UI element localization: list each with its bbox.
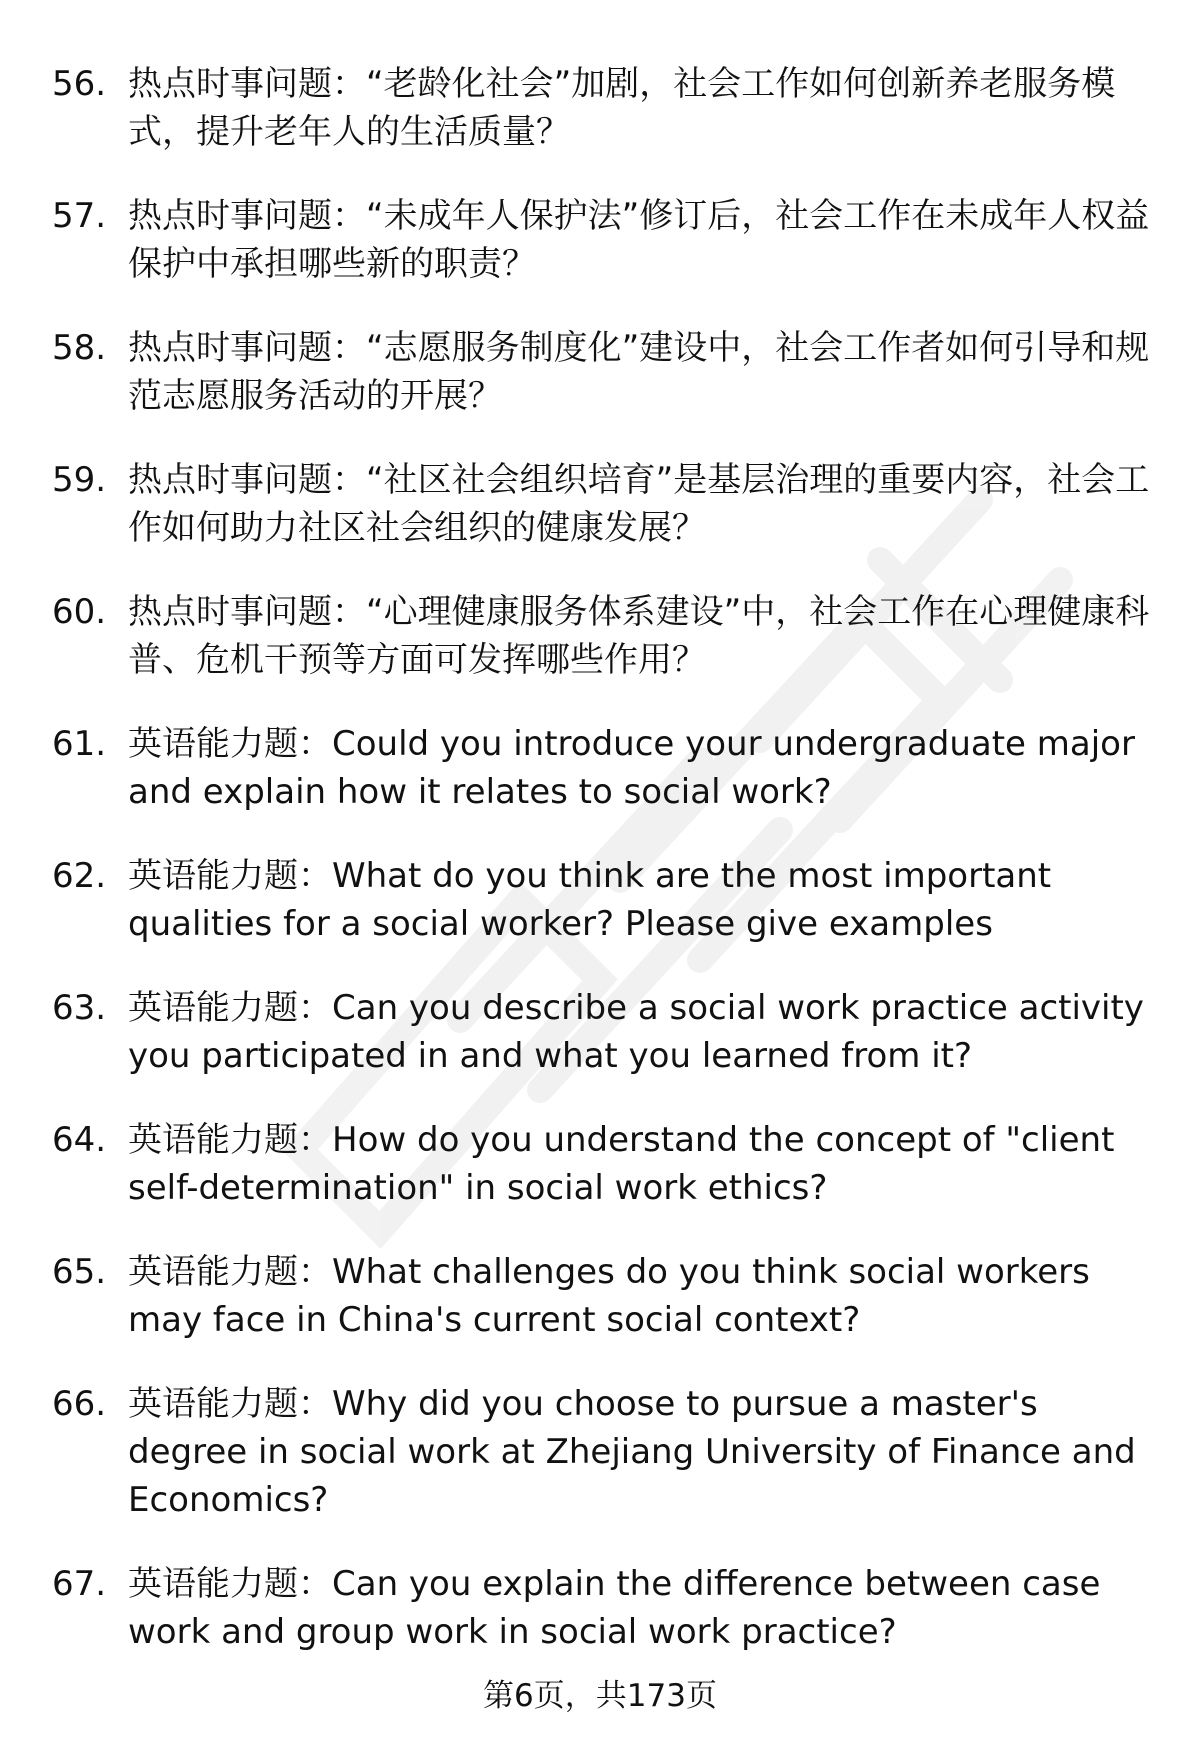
question-list bbox=[52, 60, 1162, 1692]
question-number: 63. bbox=[52, 988, 107, 1028]
question-number: 64. bbox=[52, 1120, 107, 1160]
page-number-footer: 第6页，共173页 bbox=[483, 1678, 717, 1714]
question-number: 60. bbox=[52, 592, 107, 632]
question-item bbox=[52, 984, 1162, 1080]
question-number: 61. bbox=[52, 724, 107, 764]
question-number: 66. bbox=[52, 1384, 107, 1424]
question-text: 热点时事问题：“心理健康服务体系建设”中，社会工作在心理健康科普、危机干预等方面可发挥哪些作用？ bbox=[128, 592, 1150, 680]
question-text: 热点时事问题：“老龄化社会”加剧，社会工作如何创新养老服务模式，提升老年人的生活质量？ bbox=[128, 64, 1116, 152]
question-number: 58. bbox=[52, 328, 107, 368]
question-number: 67. bbox=[52, 1564, 107, 1604]
question-text: 英语能力题：Can you describe a social work practice activity you participated in and what you learned from it? bbox=[128, 988, 1144, 1076]
question-number: 57. bbox=[52, 196, 107, 236]
question-item bbox=[52, 852, 1162, 948]
question-text: 英语能力题：What do you think are the most important qualities for a social worker? Please give examples bbox=[128, 856, 1052, 944]
question-number: 59. bbox=[52, 460, 107, 500]
question-item bbox=[52, 324, 1162, 420]
question-item bbox=[52, 1560, 1162, 1656]
question-text: 英语能力题：Can you explain the difference between case work and group work in social work practice? bbox=[128, 1564, 1101, 1652]
question-number: 62. bbox=[52, 856, 107, 896]
question-text: 英语能力题：Why did you choose to pursue a master's degree in social work at Zhejiang University of Finance and Economics? bbox=[128, 1384, 1136, 1520]
question-item bbox=[52, 456, 1162, 552]
question-item bbox=[52, 60, 1162, 156]
question-item bbox=[52, 588, 1162, 684]
question-text: 热点时事问题：“未成年人保护法”修订后，社会工作在未成年人权益保护中承担哪些新的职责？ bbox=[128, 196, 1150, 284]
question-text: 英语能力题：What challenges do you think social workers may face in China's current social context? bbox=[128, 1252, 1090, 1340]
question-item bbox=[52, 1116, 1162, 1212]
question-text: 热点时事问题：“志愿服务制度化”建设中，社会工作者如何引导和规范志愿服务活动的开展？ bbox=[128, 328, 1150, 416]
question-text: 热点时事问题：“社区社会组织培育”是基层治理的重要内容，社会工作如何助力社区社会组织的健康发展？ bbox=[128, 460, 1150, 548]
question-number: 65. bbox=[52, 1252, 107, 1292]
question-item bbox=[52, 192, 1162, 288]
question-text: 英语能力题：Could you introduce your undergraduate major and explain how it relates to social work? bbox=[128, 724, 1135, 812]
question-item bbox=[52, 1248, 1162, 1344]
question-item bbox=[52, 720, 1162, 816]
question-item bbox=[52, 1380, 1162, 1524]
question-text: 英语能力题：How do you understand the concept of "client self-determination" in social work ethics? bbox=[128, 1120, 1115, 1208]
question-number: 56. bbox=[52, 64, 107, 104]
